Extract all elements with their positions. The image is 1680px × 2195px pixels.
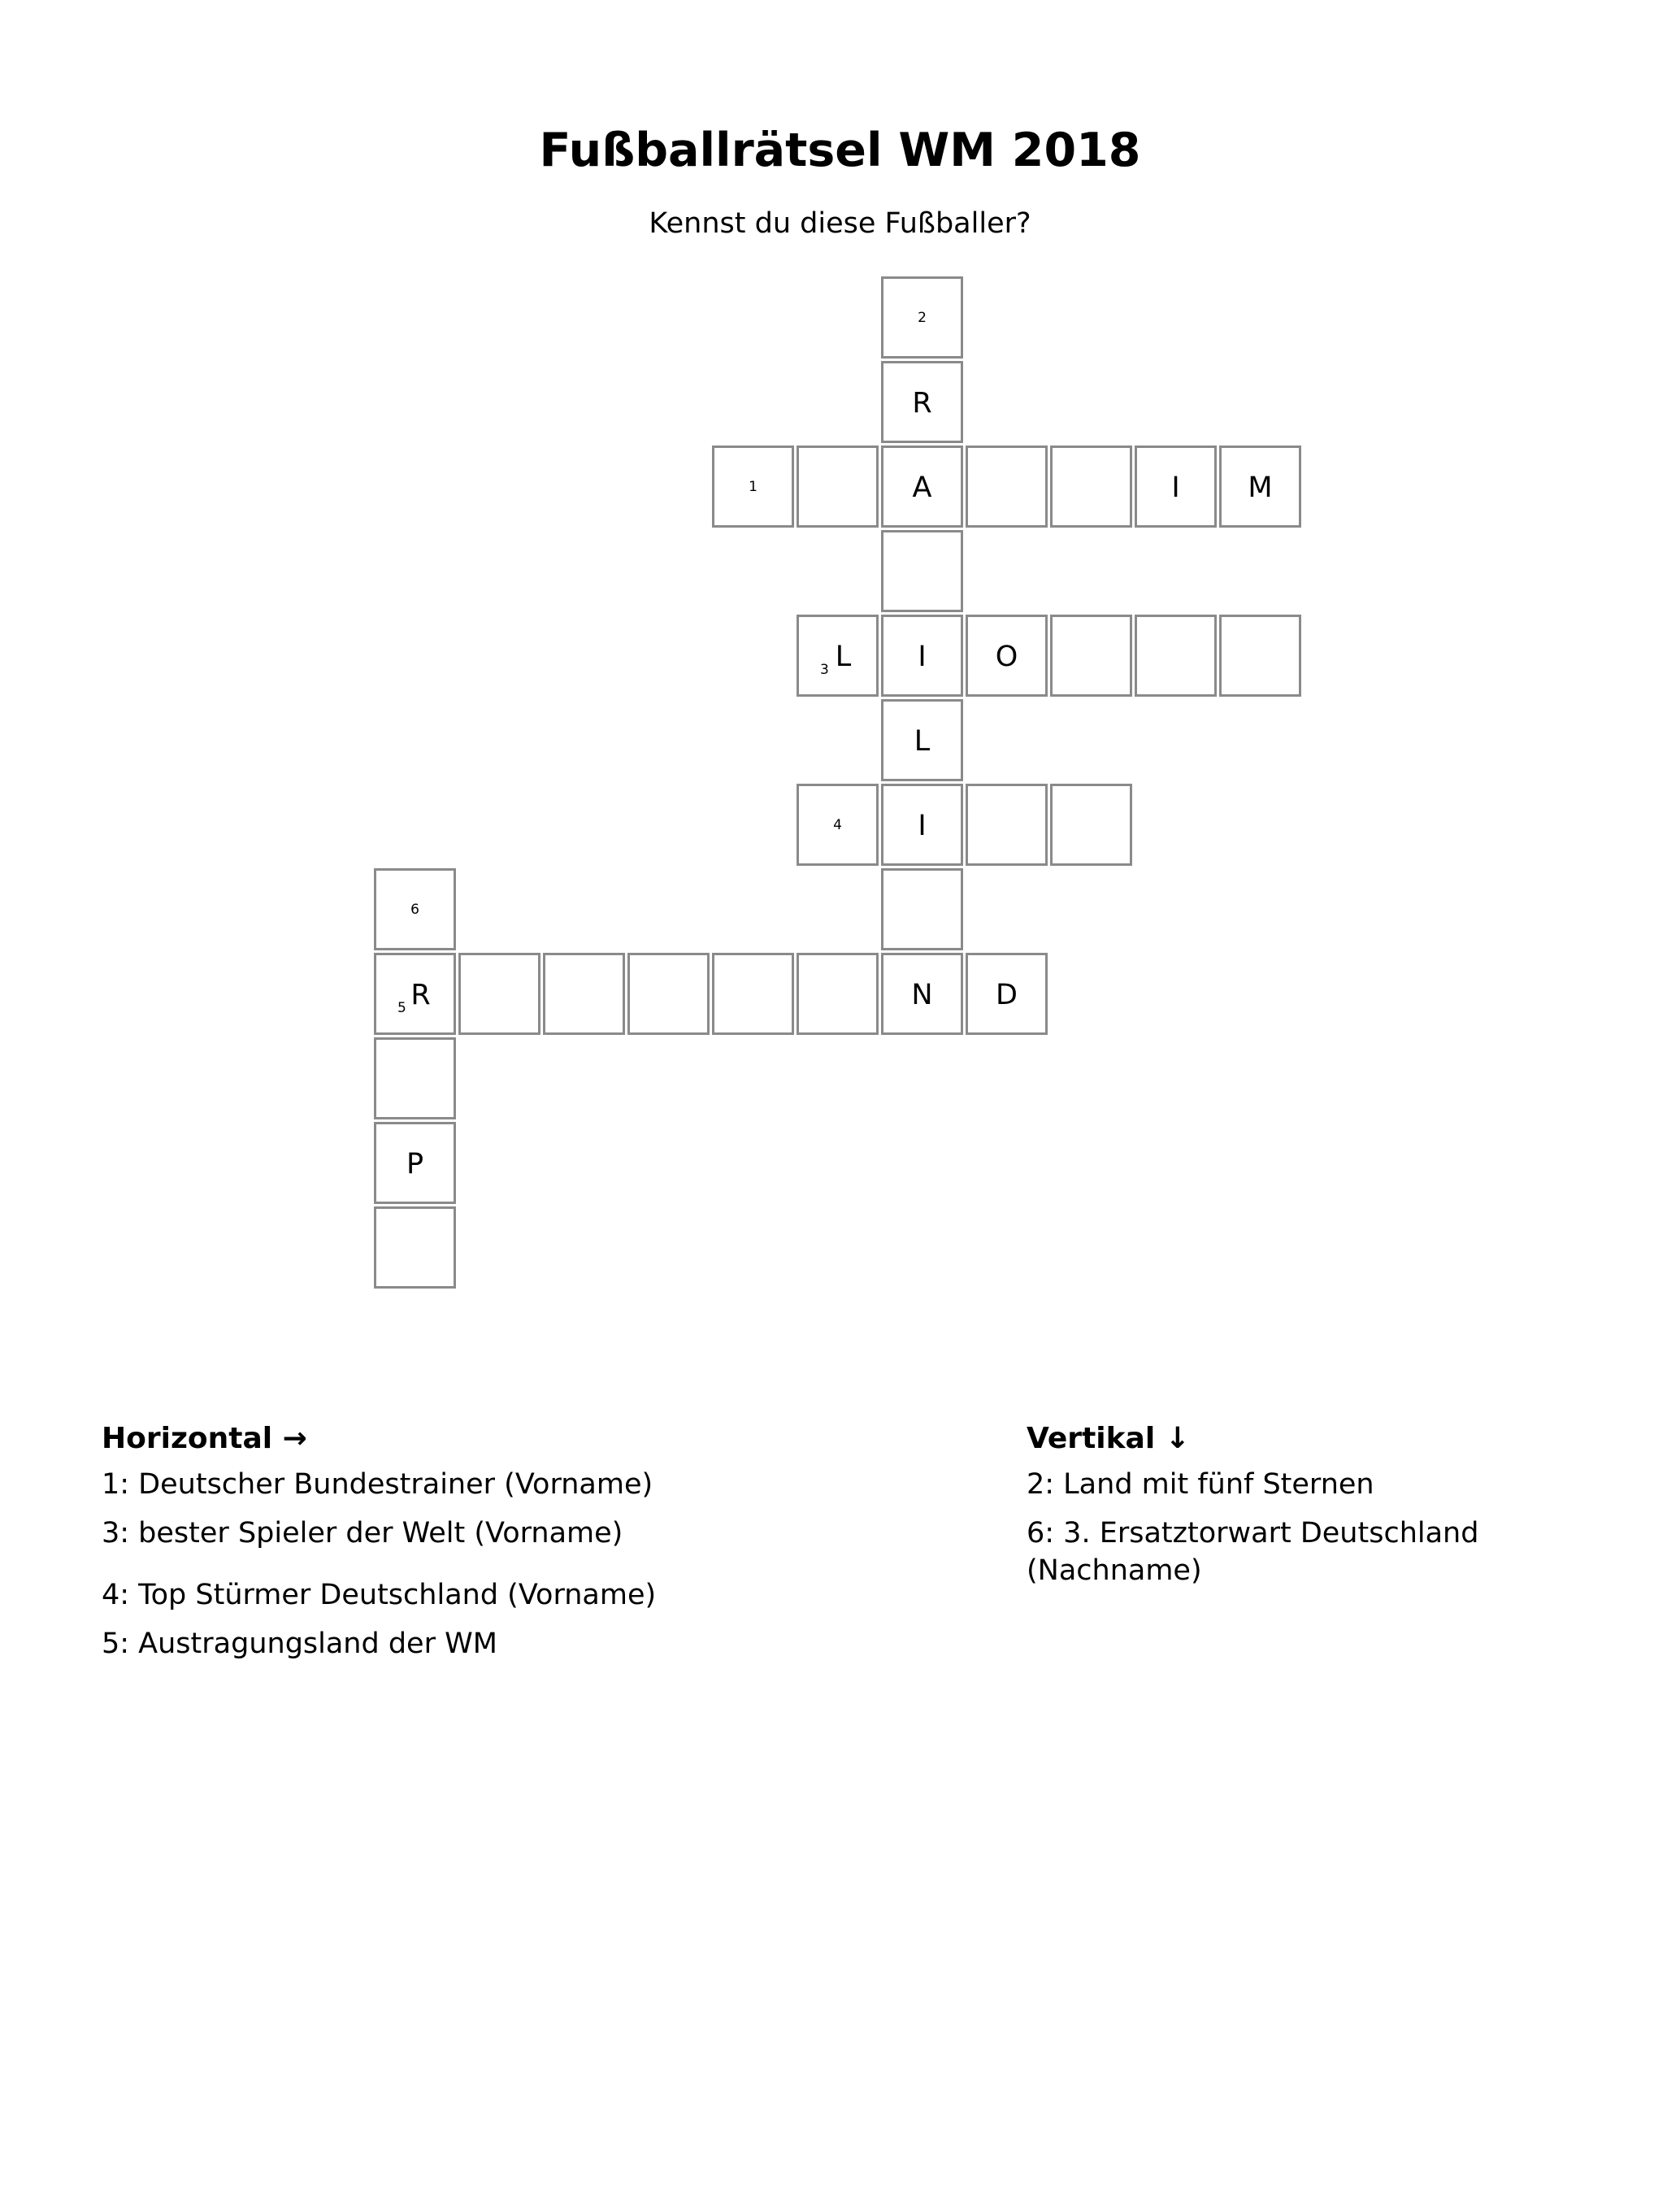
clue-down-2: 2: Land mit fünf Sternen: [1027, 1468, 1374, 1501]
cell-letter: I: [918, 810, 927, 842]
crossword-cell[interactable]: [881, 276, 963, 359]
clue-number: 3: [820, 662, 829, 678]
clue-across-5: 5: Austragungsland der WM: [102, 1628, 497, 1660]
crossword-cell[interactable]: [797, 953, 879, 1035]
clue-across-4: 4: Top Stürmer Deutschland (Vorname): [102, 1579, 657, 1611]
crossword-cell[interactable]: [1050, 615, 1132, 697]
crossword-cell[interactable]: [1050, 784, 1132, 866]
clue-across-3: 3: bester Spieler der Welt (Vorname): [102, 1517, 623, 1550]
crossword-cell[interactable]: [966, 953, 1048, 1035]
crossword-cell[interactable]: [458, 953, 540, 1035]
crossword-cell[interactable]: [797, 615, 879, 697]
crossword-cell[interactable]: [374, 1122, 456, 1204]
cell-letter: R: [912, 387, 932, 419]
clue-number: 1: [749, 479, 758, 495]
crossword-cell[interactable]: [374, 1206, 456, 1289]
crossword-cell[interactable]: [966, 446, 1048, 528]
clues-across-heading: Horizontal →: [102, 1422, 307, 1455]
crossword-cell[interactable]: [374, 1037, 456, 1119]
cell-letter: R: [410, 979, 431, 1011]
crossword-cell[interactable]: [712, 446, 794, 528]
clue-number: 6: [410, 902, 419, 918]
crossword-cell[interactable]: [374, 868, 456, 950]
crossword-cell[interactable]: [1219, 446, 1301, 528]
cell-letter: I: [918, 641, 927, 673]
crossword-cell[interactable]: [1135, 446, 1217, 528]
crossword-cell[interactable]: [712, 953, 794, 1035]
crossword-cell[interactable]: [1219, 615, 1301, 697]
crossword-cell[interactable]: [797, 784, 879, 866]
cell-letter: O: [995, 641, 1018, 673]
clue-across-1: 1: Deutscher Bundestrainer (Vorname): [102, 1468, 653, 1501]
crossword-cell[interactable]: [374, 953, 456, 1035]
crossword-cell[interactable]: [966, 615, 1048, 697]
cell-letter: I: [1171, 472, 1180, 504]
cell-letter: M: [1248, 472, 1273, 504]
page-subtitle: Kennst du diese Fußballer?: [649, 207, 1031, 240]
page-title: Fußballrätsel WM 2018: [539, 124, 1141, 177]
clue-number: 4: [833, 817, 842, 833]
crossword-cell[interactable]: [543, 953, 625, 1035]
crossword-cell[interactable]: [1050, 446, 1132, 528]
crossword-cell[interactable]: [881, 446, 963, 528]
clues-down-section: [1027, 1419, 1547, 1601]
crossword-cell[interactable]: [881, 615, 963, 697]
crossword-cell[interactable]: [881, 530, 963, 612]
crossword-cell[interactable]: [881, 784, 963, 866]
clue-number: 5: [397, 1000, 406, 1016]
cell-letter: A: [912, 472, 932, 504]
cell-letter: P: [406, 1148, 424, 1180]
cell-letter: D: [996, 979, 1018, 1011]
crossword-cell[interactable]: [1135, 615, 1217, 697]
cell-letter: L: [914, 725, 931, 758]
crossword-cell[interactable]: [881, 361, 963, 443]
crossword-cell[interactable]: [881, 953, 963, 1035]
crossword-cell[interactable]: [966, 784, 1048, 866]
crossword-cell[interactable]: [627, 953, 710, 1035]
crossword-cell[interactable]: [881, 699, 963, 781]
clues-across-section: [102, 1419, 914, 1674]
crossword-cell[interactable]: [881, 868, 963, 950]
clue-number: 2: [918, 310, 927, 326]
cell-letter: N: [911, 979, 933, 1011]
cell-letter: L: [835, 641, 852, 673]
clues-down-heading: Vertikal ↓: [1027, 1422, 1190, 1455]
clue-down-6: 6: 3. Ersatztorwart Deutschland (Nachname): [1027, 1517, 1479, 1587]
crossword-cell[interactable]: [797, 446, 879, 528]
